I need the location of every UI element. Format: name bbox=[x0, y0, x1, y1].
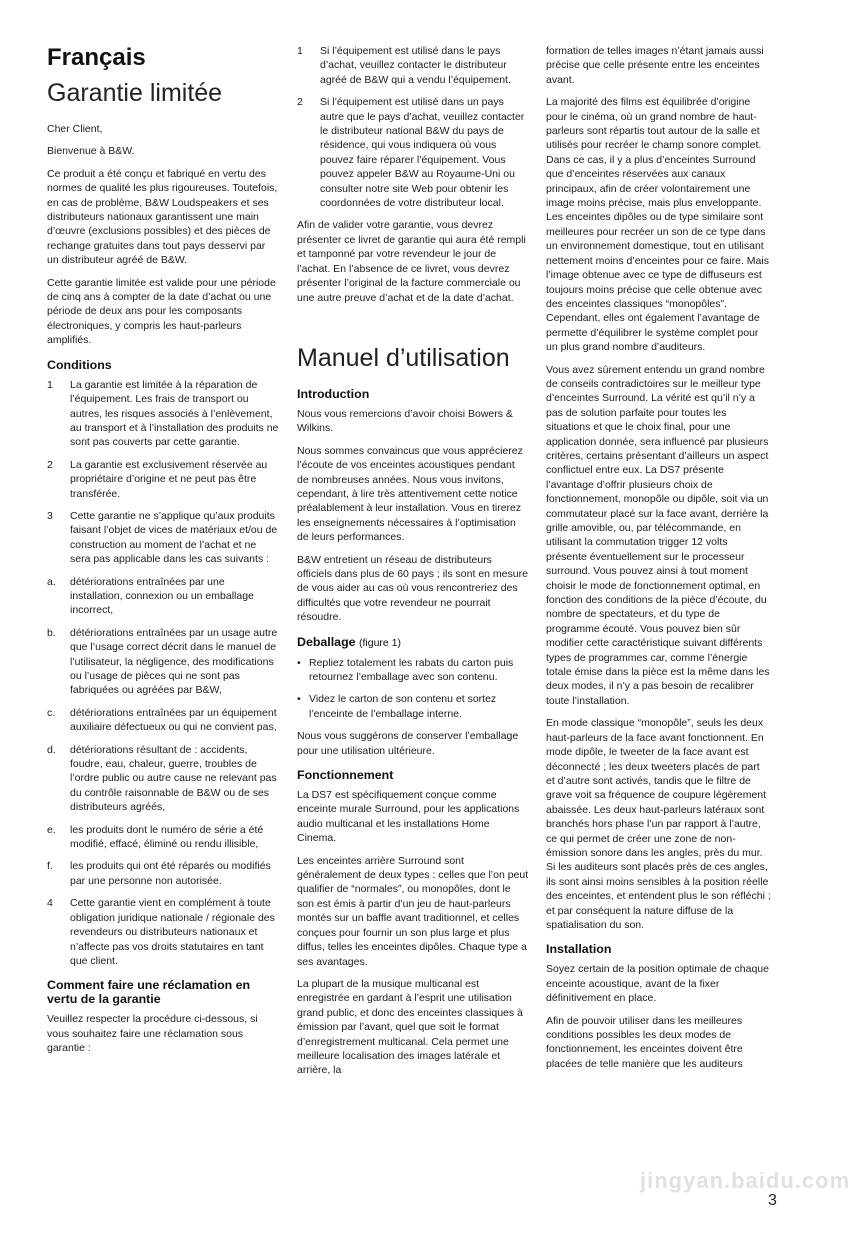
introduction-title: Introduction bbox=[297, 386, 370, 401]
figure-reference: (figure 1) bbox=[359, 636, 402, 649]
warranty-heading: Garantie limitée bbox=[47, 79, 223, 107]
item-number: 1 bbox=[297, 45, 303, 57]
item-text: Si l’équipement est utilisé dans le pays d’achat, veuillez contacter le distributeur agréé de B&W qui a vendu l’équipement. bbox=[320, 45, 511, 86]
list-item bbox=[297, 692, 529, 721]
item-number: 3 bbox=[47, 509, 53, 522]
list-item bbox=[297, 44, 529, 87]
paragraph: Afin de pouvoir utiliser dans les meilleures conditions possibles les deux modes de fonctionnement, les enceintes doivent être placées de telle manière que les auditeurs bbox=[546, 1014, 743, 1070]
item-number: c. bbox=[47, 706, 56, 719]
item-text: détériorations entraînées par un équipement auxiliaire défectueux ou qui ne convient pas, bbox=[70, 706, 277, 734]
installation-title: Installation bbox=[546, 942, 612, 957]
paragraph: Veuillez respecter la procédure ci-dessous, si vous souhaitez faire une réclamation sous garantie : bbox=[47, 1013, 258, 1055]
paragraph: Afin de valider votre garantie, vous devrez présenter ce livret de garantie qui aura été rempli et tamponné par votre revendeur le jour de l’achat. En l’absence de ce livret, vous devrez présenter l’original de la facture commerciale ou une autre preuve d’achat et de la date d’achat. bbox=[297, 219, 526, 304]
item-text: La garantie est limitée à la réparation de l’équipement. Les frais de transport ou autres, les risques associés à l’enlèvement, au transport et à l’installation des produits ne sont pas couverts par cette garantie. bbox=[70, 378, 279, 449]
item-text: détériorations entraînées par un usage autre que l’usage correct décrit dans le manuel de l’utilisateur, la négligence, des modifications ou l’usage de pièces qui ne sont pas fabriquées ou agréées par B&W, bbox=[70, 626, 278, 697]
unpacking-title bbox=[297, 635, 529, 650]
list-item bbox=[47, 458, 279, 501]
paragraph: La plupart de la musique multicanal est enregistrée en gardant à l’esprit une utilisation grand public, et donc des enceintes classiques à émission par l’avant, quel que soit le format d’enregistrement multicanal. Cela permet une meilleure localisation des images latérale et arrière, la bbox=[297, 977, 523, 1077]
item-number: f. bbox=[47, 860, 53, 873]
list-item bbox=[47, 378, 279, 450]
paragraph: Les enceintes arrière Surround sont généralement de deux types : celles que l’on peut qualifier de “normales”, ou monopôles, dont le son est émis à partir d’un jeu de haut-parleurs montés sur un baffle avant traditionnel, et celles conçues pour fournir un son plus large et plus diffus, telles les enceintes dipôles. Chaque type a ses avantages. bbox=[297, 854, 529, 968]
item-number: a. bbox=[47, 575, 56, 588]
item-text: détériorations entraînées par une installation, connexion ou un emballage incorrect, bbox=[70, 575, 254, 617]
item-number: 1 bbox=[47, 378, 53, 391]
paragraph: Cher Client, bbox=[47, 123, 103, 135]
column-right bbox=[546, 44, 771, 1079]
item-text: Cette garantie ne s’applique qu’aux produits faisant l’objet de vices de matériaux et/ou de construction au moment de l’achat et ne sera pas applicable dans les cas suivants : bbox=[70, 509, 278, 566]
item-number: 4 bbox=[47, 897, 53, 910]
item-text: les produits qui ont été réparés ou modifiés par une personne non autorisée. bbox=[70, 860, 271, 887]
list-item bbox=[47, 509, 279, 567]
paragraph: Vous avez sûrement entendu un grand nombre de conseils contradictoires sur le meilleur type d’enceintes Surround. La vérité est qu’il n’y a pas de solution parfaite pour toutes les situations et que le choix final, pour une application donnée, sera influencé par plusieurs critères, certains présentant d’ailleurs un aspect conflictuel entre eux. La DS7 présente l’avantage d’offrir plusieurs choix de fonctionnement, monopôle ou dipôle, soit via un commutateur placé sur la face avant, derrière la grille amovible, ou, par télécommande, en utilisant la commutation trigger 12 volts présente éventuellement sur le processeur surround. Vous pouvez ainsi à tout moment choisir le mode de fonctionnement optimal, en fonction des conditions de la pièce d’écoute, du nombre de spectateurs, et du type de programme écouté. Vous pouvez bien sûr modifier cette caractéristique suivant différents types de programmes car, comme l’énergie totale émise dans la pièce est la même dans les deux modes, il n’y a pas besoin de recalibrer toute l’installation. bbox=[546, 363, 770, 707]
conditions-title: Conditions bbox=[47, 357, 112, 372]
claim-list bbox=[297, 44, 529, 210]
item-number: 2 bbox=[47, 458, 53, 471]
page-number: 3 bbox=[768, 1192, 777, 1209]
paragraph: Ce produit a été conçu et fabriqué en vertu des normes de qualité les plus rigoureuses. Toutefois, en cas de problème, B&W Loudspeakers et ses distributeurs nationaux garantissent une main d’œuvre (exclusions possibles) et des pièces de rechange gratuites dans tout pays desservi par un distributeur agréé de B&W. bbox=[47, 167, 278, 267]
list-item bbox=[47, 896, 279, 968]
list-item bbox=[47, 743, 279, 815]
watermark: jingyan.baidu.com bbox=[640, 1168, 850, 1193]
paragraph: Bienvenue à B&W. bbox=[47, 145, 135, 158]
paragraph: Cette garantie limitée est valide pour une période de cinq ans à compter de la date d’achat ou une période de deux ans pour les composants électroniques, y compris les haut-parleurs amplifiés. bbox=[47, 276, 276, 347]
conditions-list bbox=[47, 378, 279, 969]
list-item bbox=[47, 706, 279, 735]
item-text: Repliez totalement les rabats du carton puis retournez l’emballage avec son contenu. bbox=[309, 656, 514, 683]
item-text: Si l’équipement est utilisé dans un pays autre que le pays d’achat, veuillez contacter le distributeur national B&W du pays de résidence, qui vous indiquera où vous pouvez faire réparer l’équipement. Vous pouvez appeler B&W au Royaume-Uni ou consulter notre site Web pour obtenir les coordonnées de votre distributeur local. bbox=[320, 96, 525, 210]
manual-heading: Manuel d’utilisation bbox=[297, 343, 510, 372]
claim-title: Comment faire une réclamation en vertu de la garantie bbox=[47, 978, 251, 1007]
item-number: d. bbox=[47, 743, 56, 756]
item-number: 2 bbox=[297, 96, 303, 109]
item-number: e. bbox=[47, 823, 56, 836]
bullet-icon: • bbox=[297, 693, 301, 706]
item-text: Cette garantie vient en complément à toute obligation juridique nationale / régionale des revendeurs ou distributeurs nationaux et n’affecte pas vos droits statutaires en tant que client. bbox=[70, 897, 275, 967]
item-number: b. bbox=[47, 626, 56, 639]
list-item bbox=[47, 575, 279, 618]
list-item bbox=[47, 823, 279, 852]
bullet-icon: • bbox=[297, 656, 301, 669]
list-item bbox=[297, 656, 529, 685]
paragraph: Nous sommes convaincus que vous apprécierez l’écoute de vos enceintes acoustiques pendant de nombreuses années. Nous vous invitons, cependant, à lire très attentivement cette notice préalablement à leur installation. Vous en tirerez les enseignements nécessaires à l’optimisation de leurs performances. bbox=[297, 444, 523, 544]
item-text: La garantie est exclusivement réservée au propriétaire d’origine et ne peut pas être transférée. bbox=[70, 458, 268, 500]
column-middle bbox=[297, 44, 529, 1086]
item-text: Videz le carton de son contenu et sortez l’enceinte de l’emballage interne. bbox=[309, 693, 497, 720]
list-item bbox=[47, 859, 279, 888]
item-text: les produits dont le numéro de série a été modifié, effacé, éliminé ou rendu illisible, bbox=[70, 823, 264, 851]
paragraph: Soyez certain de la position optimale de chaque enceinte acoustique, avant de la fixer définitivement en place. bbox=[546, 963, 769, 1005]
paragraph: B&W entretient un réseau de distributeurs officiels dans plus de 60 pays ; ils sont en mesure de vous aider au cas où vous rencontreriez des difficultés que votre revendeur ne pourrait résoudre. bbox=[297, 553, 528, 624]
paragraph: Nous vous remercions d’avoir choisi Bowers & Wilkins. bbox=[297, 407, 513, 435]
paragraph: La majorité des films est équilibrée d’origine pour le cinéma, où un grand nombre de haut-parleurs sont répartis tout autour de la salle et utilisés pour recréer le champ sonore complet. Dans ce cas, il y a plus d’enceintes Surround que d’enceintes réservées aux canaux principaux, afin de créer volontairement une image moins précise, mais plus enveloppante. Les enceintes dipôles ou de type similaire sont meilleures pour recréer un son de ce type dans un environnement domestique, tout en utilisant nettement moins d’enceintes pour ce faire. Mais l’image obtenue avec ce type de diffuseurs est toujours moins précise que celle obtenue avec des enceintes classiques “monopôles”. Cependant, elles ont également l’avantage de permette d’équilibrer le système complet pour un plus grand nombre d’auditeurs. bbox=[546, 96, 769, 354]
operation-title: Fonctionnement bbox=[297, 768, 394, 783]
list-item bbox=[47, 626, 279, 698]
unpacking-list bbox=[297, 656, 529, 722]
paragraph: formation de telles images n’étant jamais aussi précise que celle présente entre les enceintes avant. bbox=[546, 45, 764, 86]
column-left bbox=[47, 44, 279, 1064]
unpacking-title-text: Deballage bbox=[297, 634, 356, 649]
paragraph: Nous vous suggérons de conserver l’emballage pour une utilisation ultérieure. bbox=[297, 730, 519, 757]
list-item bbox=[297, 95, 529, 210]
paragraph: La DS7 est spécifiquement conçue comme enceinte murale Surround, pour les applications audio multicanal et les installations Home Cinema. bbox=[297, 789, 520, 845]
item-text: détériorations résultant de : accidents, foudre, eau, chaleur, guerre, troubles de l’ordre public ou autre cause ne relevant pas du contrôle raisonnable de B&W ou de ses distributeurs agréés, bbox=[70, 743, 277, 814]
language-title: Français bbox=[47, 44, 146, 71]
paragraph: En mode classique “monopôle”, seuls les deux haut-parleurs de la face avant fonctionnent. En mode dipôle, le tweeter de la face avant est déconnecté ; les deux tweeters placés de part et d’autre sont activés, tandis que le filtre de grave voit sa fréquence de coupure légèrement abaissée. Les deux haut-parleurs latéraux sont branchés hors phase l’un par rapport à l’autre, ce qui permet de créer une zone de non-émission sonore dans les angles, près du mur. Si les auditeurs sont placés près de ces angles, ils sont ainsi moins sensibles à la position réelle des enceintes, et entendent plus le son réfléchi ; et par conséquent la nature diffuse de la spatialisation du son. bbox=[546, 717, 771, 931]
